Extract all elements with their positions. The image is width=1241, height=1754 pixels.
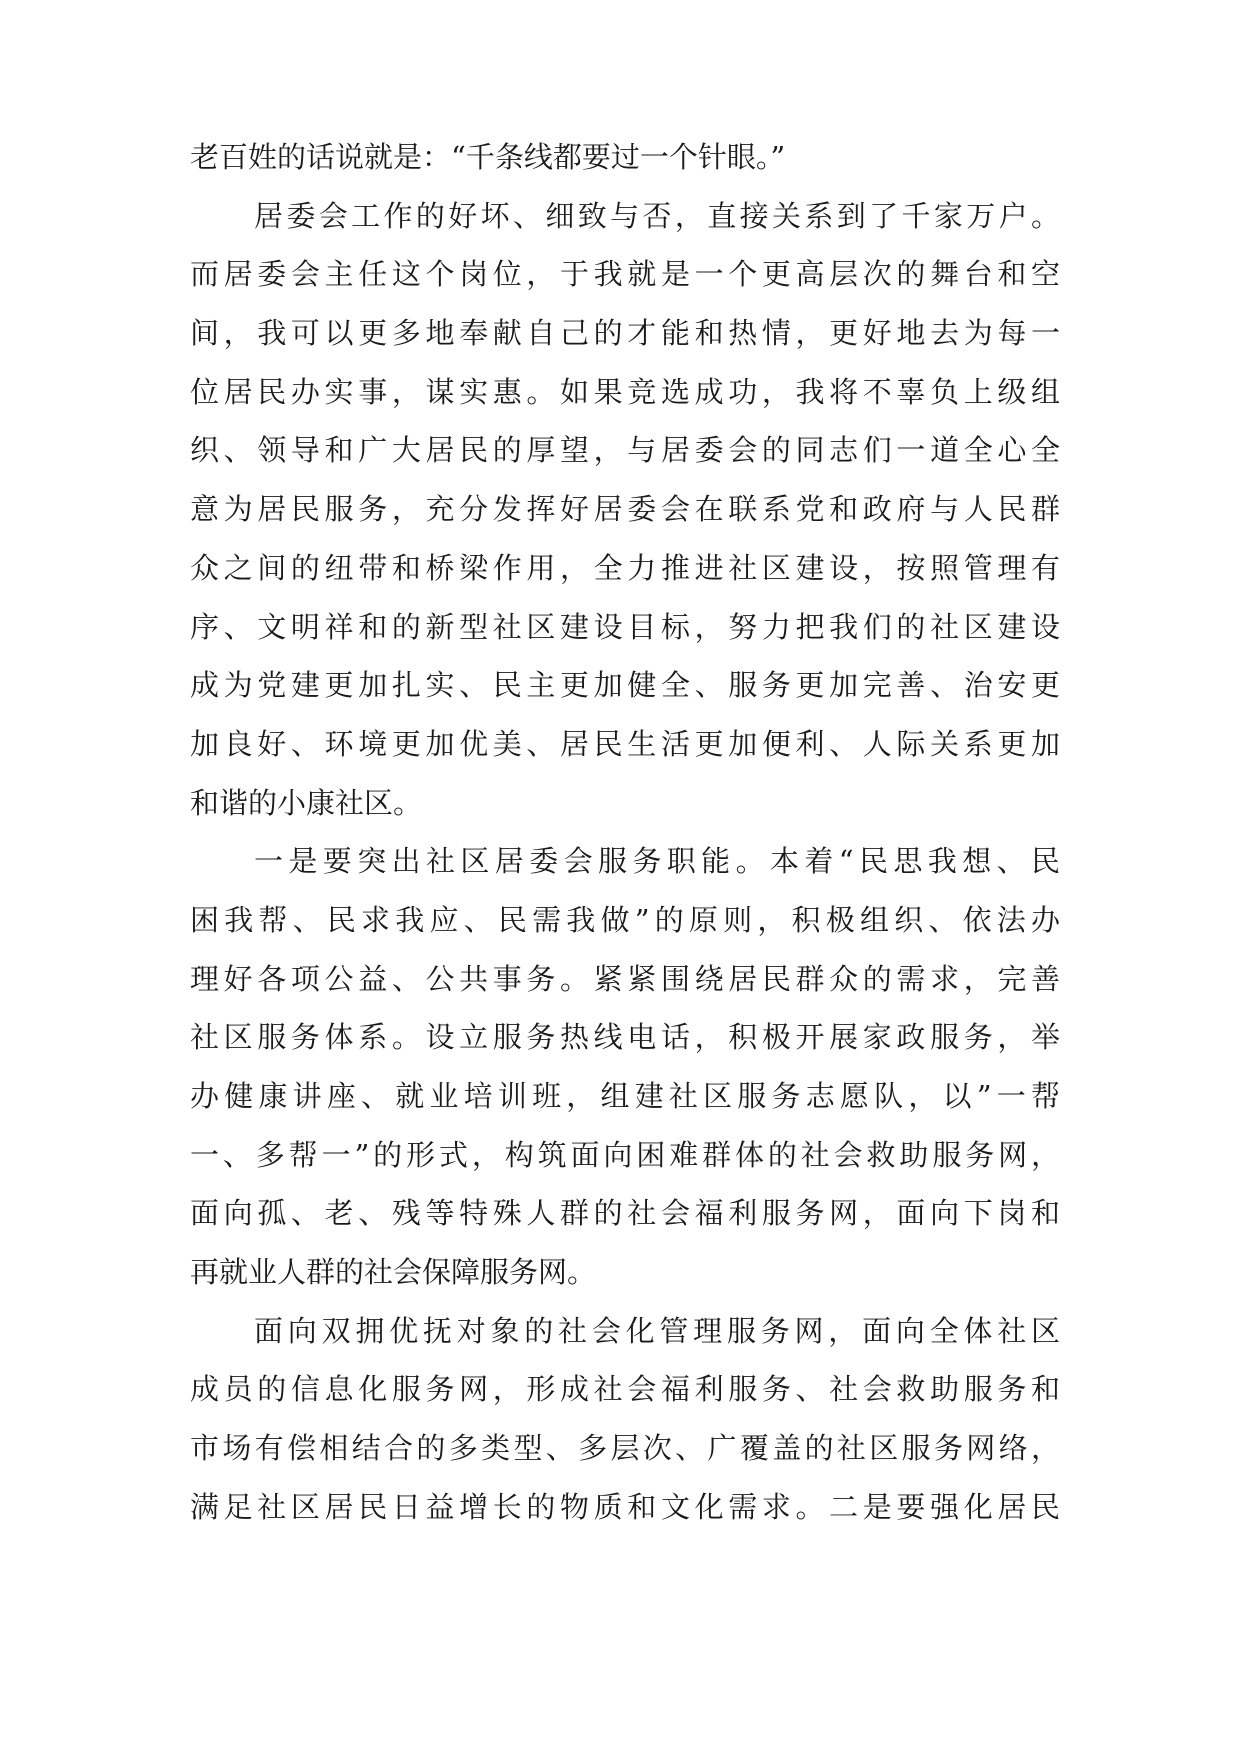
document-body (190, 128, 1060, 1537)
text-line: 位居民办实事，谋实惠。如果竞选成功，我将不辜负上级组 (190, 374, 1060, 409)
text-line: 一、多帮一”的形式，构筑面向困难群体的社会救助服务网， (190, 1137, 1060, 1172)
text-line: 办健康讲座、就业培训班，组建社区服务志愿队，以”一帮 (190, 1079, 1060, 1113)
text-line: 和谐的小康社区。 (190, 785, 423, 820)
text-line: 加良好、环境更加优美、居民生活更加便利、人际关系更加 (190, 726, 1060, 761)
text-line: 意为居民服务，充分发挥好居委会在联系党和政府与人民群 (190, 492, 1060, 527)
text-line: 满足社区居民日益增长的物质和文化需求。二是要强化居民 (190, 1489, 1060, 1524)
text-line: 市场有偿相结合的多类型、多层次、广覆盖的社区服务网络， (190, 1431, 1060, 1466)
text-line: 间，我可以更多地奉献自己的才能和热情，更好地去为每一 (190, 316, 1060, 351)
paragraph-first-line: 面向双拥优抚对象的社会化管理服务网，面向全体社区 (254, 1313, 1060, 1348)
text-line: 成员的信息化服务网，形成社会福利服务、社会救助服务和 (190, 1372, 1060, 1407)
text-line: 而居委会主任这个岗位，于我就是一个更高层次的舞台和空 (190, 257, 1060, 292)
paragraph-first-line: 居委会工作的好坏、细致与否，直接关系到了千家万户。 (254, 198, 1060, 233)
text-line: 织、领导和广大居民的厚望，与居委会的同志们一道全心全 (190, 433, 1060, 468)
text-line: 老百姓的话说就是：“千条线都要过一个针眼。” (190, 140, 786, 174)
text-line: 理好各项公益、公共事务。紧紧围绕居民群众的需求，完善 (190, 961, 1060, 996)
paragraph-first-line: 一是要突出社区居委会服务职能。本着“民思我想、民 (254, 844, 1060, 879)
text-line: 社区服务体系。设立服务热线电话，积极开展家政服务，举 (190, 1020, 1060, 1055)
text-line: 困我帮、民求我应、民需我做”的原则，积极组织、依法办 (190, 902, 1060, 937)
text-line: 面向孤、老、残等特殊人群的社会福利服务网，面向下岗和 (190, 1196, 1060, 1231)
text-line: 序、文明祥和的新型社区建设目标，努力把我们的社区建设 (190, 609, 1060, 644)
text-line: 成为党建更加扎实、民主更加健全、服务更加完善、治安更 (190, 668, 1060, 703)
text-line: 众之间的纽带和桥梁作用，全力推进社区建设，按照管理有 (190, 550, 1060, 585)
text-line: 再就业人群的社会保障服务网。 (190, 1255, 597, 1290)
